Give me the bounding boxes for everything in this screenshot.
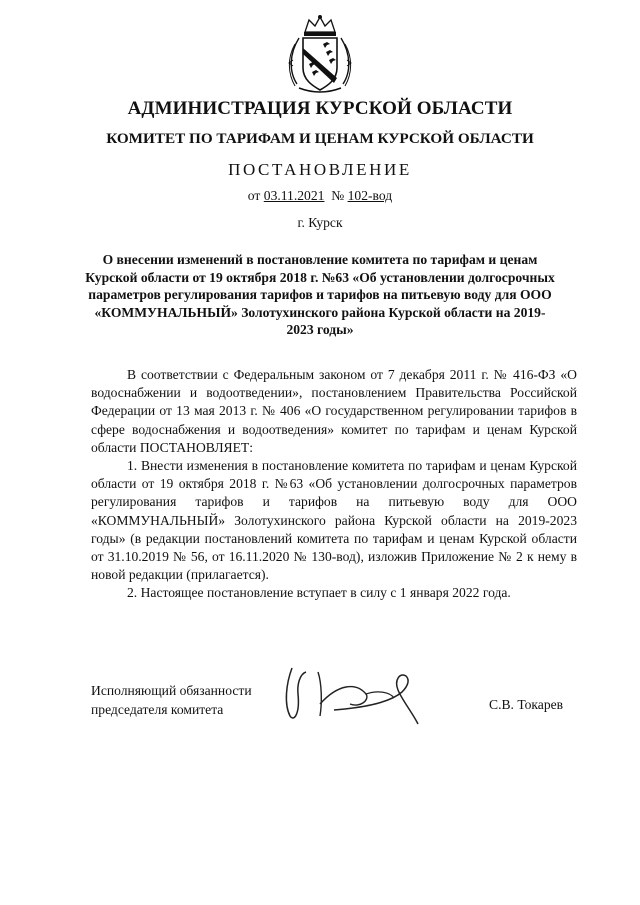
item-2-paragraph: 2. Настоящее постановление вступает в силу с 1 января 2022 года. [127,585,511,601]
document-heading: О внесении изменений в постановление комитета по тарифам и ценам Курской области от 19 октября 2018 г. №63 «Об установлении долгосрочных параметров регулирования тарифов и тарифов на питьевую воду для ООО «КОММУНАЛЬНЫЙ» Золотухинского района Курской области на 2019-2023 годы» [85,252,555,338]
date-prefix: от [247,188,264,203]
document-body [91,366,577,603]
org-name-primary: АДМИНИСТРАЦИЯ КУРСКОЙ ОБЛАСТИ [127,98,513,119]
preamble-paragraph: В соответствии с Федеральным законом от 7 декабря 2011 г. № 416-ФЗ «О водоснабжении и водоотведении», постановлением Правительства Российской Федерации от 13 мая 2013 г. № 406 «О государственном регулировании тарифов в сфере водоснабжения и водоотведения» комитет по тарифам и ценам Курской области ПОСТАНОВЛЯЕТ: [91,367,577,455]
number-prefix: № [324,188,348,203]
kursk-coat-of-arms-icon [285,14,355,96]
document-number: 102-вод [347,188,393,203]
document-type-title: ПОСТАНОВЛЕНИЕ [228,160,412,179]
item-1-paragraph: 1. Внести изменения в постановление комитета по тарифам и ценам Курской области от 19 октября 2018 г. №63 «Об установлении долгосрочных параметров регулирования тарифов и тарифов на питьевую воду для ООО «КОММУНАЛЬНЫЙ» Золотухинского района Курской области на 2019-2023 годы» (в редакции постановлений комитета по тарифам и ценам Курской области от 31.10.2019 № 56, от 16.11.2020 № 130-вод), изложив Приложение № 2 к нему в новой редакции (прилагается). [91,458,577,583]
signatory-position-line-2: председателя комитета [91,702,224,717]
document-date: 03.11.2021 [263,188,325,203]
issue-city: г. Курск [297,215,343,230]
org-name-committee: КОМИТЕТ ПО ТАРИФАМ И ЦЕНАМ КУРСКОЙ ОБЛАСТИ [106,130,534,147]
signatory-name: С.В. Токарев [489,697,564,712]
signatory-position [91,681,252,719]
handwritten-signature [278,664,446,734]
signatory-position-line-1: Исполняющий обязанности [91,683,252,698]
date-number-line [0,188,640,204]
